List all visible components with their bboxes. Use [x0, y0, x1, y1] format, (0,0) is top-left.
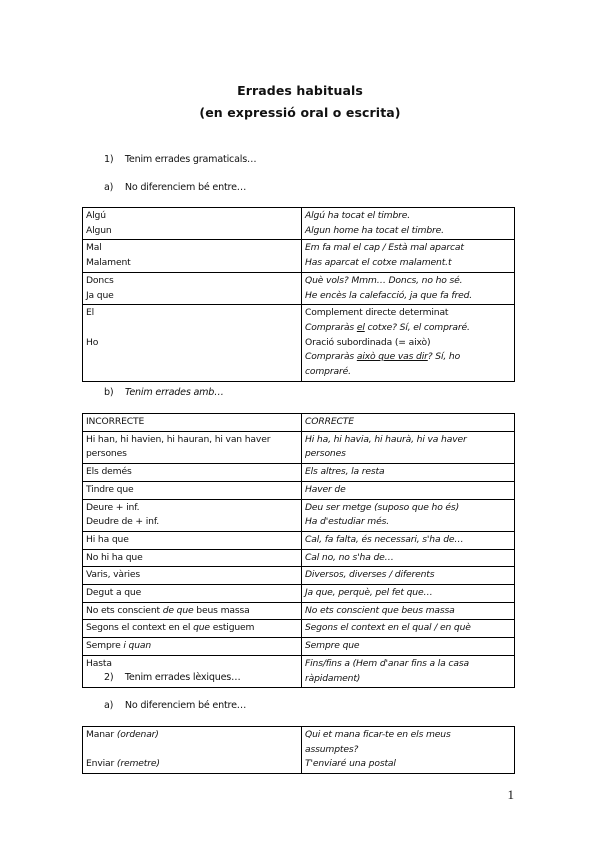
table-cell: Haver de — [302, 481, 515, 499]
text-segment: ? Sí, ho — [427, 351, 461, 363]
section-1b-heading — [104, 387, 224, 398]
table-row — [83, 481, 515, 499]
section-text: Tenim errades gramaticals… — [124, 154, 257, 165]
table-cell: Hasta — [83, 655, 302, 687]
table-cell — [83, 272, 302, 304]
cell-line — [86, 743, 298, 758]
table-cell — [302, 727, 515, 774]
italic-segment: que — [193, 622, 210, 634]
column-header-incorrect: INCORRECTE — [83, 414, 302, 432]
cell-line: Algun home ha tocat el timbre. — [305, 224, 444, 236]
table-cell: Hi ha que — [83, 531, 302, 549]
cell-line: Qui et mana ficar-te en els meus — [305, 729, 451, 740]
table-row — [83, 240, 515, 272]
table-cell — [302, 499, 515, 531]
table-cell: Ja que, perquè, pel fet que… — [302, 585, 515, 603]
cell-line: Deure + inf. — [86, 501, 140, 513]
cell-line: Ja que — [86, 289, 114, 301]
table-row — [83, 499, 515, 531]
cell-line: Deu ser metge (suposo que ho és) — [305, 501, 460, 513]
text-segment: Segons el context en el — [86, 622, 194, 634]
table-cell — [83, 620, 302, 638]
cell-line — [305, 321, 511, 336]
table-cell: Cal no, no s'ha de… — [302, 549, 515, 567]
table-row — [83, 602, 515, 620]
page-number: 1 — [507, 787, 514, 802]
table-cell — [302, 305, 515, 382]
table-cell: Tindre que — [83, 481, 302, 499]
text-segment: Manar — [86, 729, 117, 740]
table-row — [83, 727, 515, 774]
cell-line: Algú ha tocat el timbre. — [305, 210, 411, 221]
table-cell — [83, 727, 302, 774]
cell-line: assumptes? — [305, 743, 359, 755]
table-row — [83, 567, 515, 585]
cell-line: compraré. — [305, 366, 351, 378]
cell-line: Algú — [86, 210, 106, 221]
cell-line: Complement directe determinat — [305, 307, 449, 319]
table-cell: Els altres, la resta — [302, 464, 515, 482]
cell-line — [305, 350, 511, 365]
cell-line: Què vols? Mmm… Doncs, no ho sé. — [305, 274, 463, 286]
cell-line — [86, 728, 298, 743]
section-text: No diferenciem bé entre… — [124, 182, 247, 193]
table-cell — [302, 272, 515, 304]
cell-line: Em fa mal el cap / Està mal aparcat — [305, 242, 464, 254]
table-row — [83, 531, 515, 549]
table-cell — [302, 431, 515, 463]
table-cell: Varis, vàries — [83, 567, 302, 585]
cell-line: Hi han, hi havien, hi hauran, hi van haver — [86, 433, 271, 445]
table-cell: No hi ha que — [83, 549, 302, 567]
table-cell: Cal, fa falta, és necessari, s'ha de… — [302, 531, 515, 549]
italic-segment: (ordenar) — [116, 729, 159, 740]
section-number: a) — [104, 700, 114, 711]
table-distinguish-words — [82, 207, 515, 382]
cell-line: Ha d'estudiar més. — [305, 516, 390, 528]
cell-line — [86, 757, 298, 772]
text-segment: Compraràs — [305, 351, 357, 363]
table-row — [83, 638, 515, 656]
column-header-correct: CORRECTE — [302, 414, 515, 432]
table-cell: Els demés — [83, 464, 302, 482]
table-incorrect-correct — [82, 413, 515, 688]
section-2-heading — [104, 672, 240, 683]
table-cell — [83, 208, 302, 240]
section-text: Tenim errades amb… — [124, 387, 224, 398]
table-cell — [302, 240, 515, 272]
text-segment: Compraràs — [305, 321, 357, 333]
text-segment: Enviar — [86, 758, 117, 770]
document-subtitle: (en expressió oral o escrita) — [199, 105, 401, 120]
cell-line: persones — [86, 448, 127, 460]
section-number: a) — [104, 182, 114, 193]
table-header-row — [83, 414, 515, 432]
table-cell — [302, 655, 515, 687]
table-cell: Sempre que — [302, 638, 515, 656]
table-cell — [83, 431, 302, 463]
table-row — [83, 464, 515, 482]
cell-line: Malament — [86, 257, 131, 269]
table-row — [83, 549, 515, 567]
cell-line: Doncs — [86, 274, 114, 286]
cell-line: Fins/fins a (Hem d'anar fins a la casa — [305, 657, 469, 669]
italic-segment: (remetre) — [116, 758, 160, 770]
table-cell — [302, 208, 515, 240]
cell-line: Mal — [86, 242, 102, 254]
cell-line: Algun — [86, 224, 112, 236]
table-row — [83, 585, 515, 603]
section-text: No diferenciem bé entre… — [124, 700, 247, 711]
table-row — [83, 208, 515, 240]
cell-line: He encès la calefacció, ja que fa fred. — [305, 289, 473, 301]
section-number: 2) — [104, 672, 114, 683]
table-cell: Diversos, diverses / diferents — [302, 567, 515, 585]
cell-line: El — [86, 307, 95, 319]
table-cell: Degut a que — [83, 585, 302, 603]
document-title: Errades habituals — [237, 83, 363, 98]
cell-line: Ho — [86, 336, 99, 348]
table-cell — [83, 305, 302, 382]
cell-line: ràpidament) — [305, 672, 361, 684]
section-number: b) — [104, 387, 114, 398]
text-segment: cotxe? Sí, el compraré. — [364, 321, 470, 333]
cell-line — [86, 321, 298, 336]
text-segment: Sempre — [86, 640, 124, 652]
table-cell — [83, 638, 302, 656]
underlined-segment: això que vas dir — [356, 351, 428, 363]
table-cell: Segons el context en el qual / en què — [302, 620, 515, 638]
section-1a-heading — [104, 182, 246, 193]
section-text: Tenim errades lèxiques… — [124, 672, 241, 683]
section-2a-heading — [104, 700, 246, 711]
cell-line: Hi ha, hi havia, hi haurà, hi va haver — [305, 433, 467, 445]
text-segment: estiguem — [209, 622, 255, 634]
table-cell — [83, 240, 302, 272]
italic-segment: i quan — [123, 640, 152, 652]
cell-line: Deudre de + inf. — [86, 516, 160, 528]
text-segment: beus massa — [193, 604, 250, 616]
table-row — [83, 620, 515, 638]
cell-line: Oració subordinada (= això) — [305, 336, 431, 348]
table-row — [83, 305, 515, 382]
cell-line: Has aparcat el cotxe malament.t — [305, 257, 452, 269]
section-number: 1) — [104, 154, 114, 165]
cell-line: T'enviaré una postal — [305, 758, 396, 770]
cell-line: persones — [305, 448, 346, 460]
italic-segment: de que — [162, 604, 194, 616]
table-lexical-words — [82, 726, 515, 774]
table-row — [83, 272, 515, 304]
table-cell — [83, 499, 302, 531]
underlined-segment: el — [356, 321, 365, 333]
table-row — [83, 431, 515, 463]
section-1-heading — [104, 154, 256, 165]
table-cell — [83, 602, 302, 620]
table-cell: No ets conscient que beus massa — [302, 602, 515, 620]
text-segment: No ets conscient — [86, 604, 163, 616]
